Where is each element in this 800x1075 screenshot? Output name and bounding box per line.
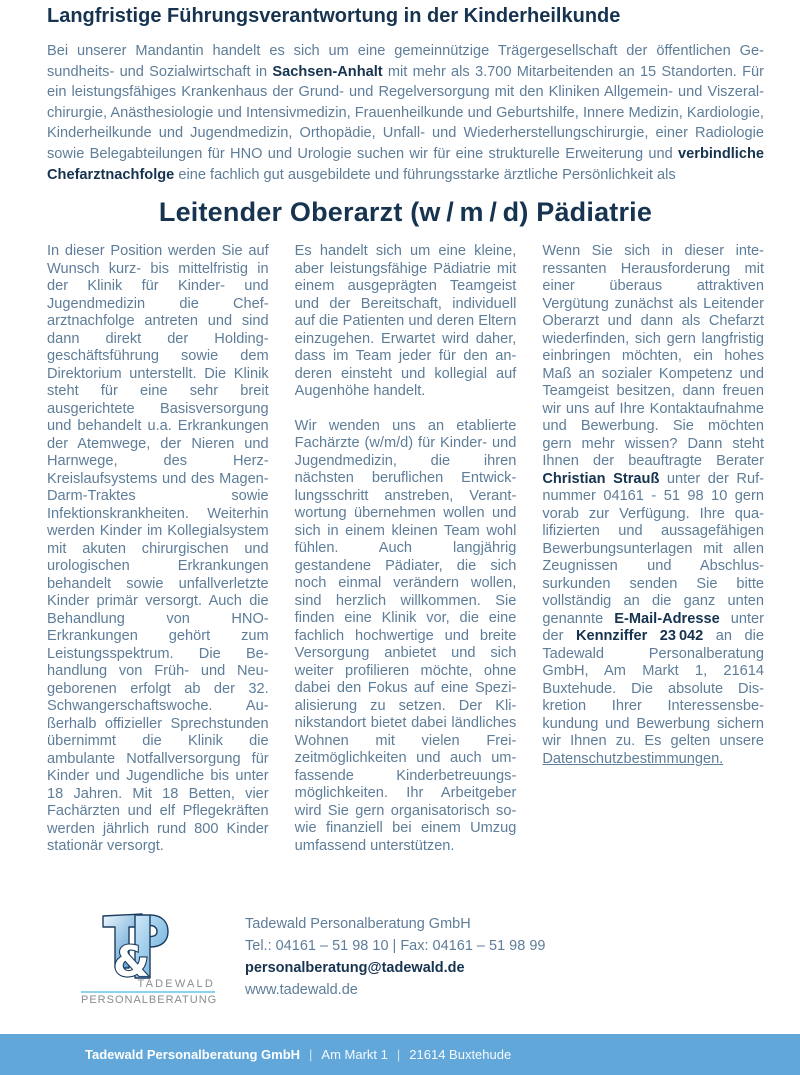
column-1 xyxy=(47,243,269,856)
brand-contact-row xyxy=(0,908,800,1008)
column-3-paragraph xyxy=(542,243,764,768)
logo-rule xyxy=(81,991,215,993)
column-2-paragraph-1 xyxy=(295,243,517,401)
text-run: unter der xyxy=(542,610,765,645)
text-run: Wir wenden uns an etablierte Fachärzte (w/m/d) für Kinder- und Jugendmedizin, die ihren nächsten beruflichen Entwicklungsschritt anstreben, Verantwortung übernehmen wollen und sich in einem kleinen Team wohl fühlen. Auch langjährig gestandene Pädiater, die sich noch einmal verändern wollen, sind herzlich willkommen. Sie finden eine Klinik vor, die eine fachlich hochwertige und breite Versorgung anbietet und sich weiter profilieren möchte, ohne dabei den Fokus auf eine Spezialisierung zu setzen. Der Klinikstandort bietet dabei ländliches Wohnen mit vielen Freizeitmöglichkeiten und auch umfassende Kinderbetreuungsmöglichkeiten. Ihr Arbeitgeber wird Sie gern organisatorisch sowie finanziell bei einem Umzug umfassend unterstützen. xyxy=(294,417,517,854)
contact-company: Tadewald Personalberatung GmbH xyxy=(245,916,471,932)
text-run: Bei unserer Mandantin handelt es sich um eine gemeinnützige Trägergesellschaft der öffentlichen Gesundheits- und Sozialwirtschaft in xyxy=(47,43,764,80)
emphasis-run: Christian Strauß xyxy=(542,470,660,487)
job-title: Leitender Oberarzt (w / m / d) Pädiatrie xyxy=(158,197,653,228)
text-run: eine fachlich gut ausgebildete und führungsstarke ärztliche Persönlichkeit als xyxy=(174,166,676,183)
tp-monogram-icon xyxy=(77,912,195,982)
footer-bar xyxy=(0,1034,800,1075)
email-link[interactable]: personalberatung@tadewald.de xyxy=(245,960,465,976)
footer-company: Tadewald Personalberatung GmbH xyxy=(85,1047,301,1062)
text-run: Wenn Sie sich in dieser interessanten Herausforderung mit einer überaus attraktiven Vergütung zunächst als Leitender Oberarzt und dann als Chefarzt wiederfinden, sich gern langfristig einbringen möchten, ein hohes Maß an sozialer Kompetenz und Teamgeist besitzen, dann freuen wir uns auf Ihre Kontaktaufnahme und Bewerbung. Sie möchten gern mehr wissen? Dann steht Ihnen der beauftragte Berater xyxy=(542,243,765,470)
text-run: unter der Rufnummer 04161 - 51 98 10 gern vorab zur Verfügung. Ihre qualifizierten und aussagefähigen Bewerbungsunterlagen mit allen Zeugnissen und Abschlussurkunden senden Sie bitte vollständig an die ganz unten genannte xyxy=(542,470,765,627)
column-2 xyxy=(295,243,517,856)
text-run: Es handelt sich um eine kleine, aber leistungsfähige Pädiatrie mit einem ausgeprägten Teamgeist und der Bereitschaft, individuell auf die Patienten und deren Eltern einzugehen. Erwartet wird daher, dass im Team jeder für den anderen einsteht und kollegial auf Augenhöhe handelt. xyxy=(294,243,517,400)
logo-name-tadewald: TADEWALD xyxy=(137,978,215,990)
three-column-body xyxy=(47,243,764,856)
logo-ampersand: & xyxy=(113,937,150,982)
logo-wordmark xyxy=(81,978,218,1006)
website-link[interactable]: www.tadewald.de xyxy=(245,982,358,998)
logo-name-personalberatung: PERSONALBERATUNG xyxy=(81,994,218,1006)
contact-phone-fax: Tel.: 04161 – 51 98 10 | Fax: 04161 – 51 98 99 xyxy=(245,938,546,954)
column-2-paragraph-2 xyxy=(295,418,517,856)
page-heading: Langfristige Führungsverantwortung in der Kinderheilkunde xyxy=(47,5,621,27)
emphasis-run: Kennziffer 23 042 xyxy=(575,628,704,645)
emphasis-run: E-Mail-Adresse xyxy=(614,610,720,627)
footer-separator: | xyxy=(396,1047,401,1062)
contact-block xyxy=(245,913,545,1001)
column-1-paragraph xyxy=(47,243,269,856)
emphasis-run: Sachsen-Anhalt xyxy=(272,63,383,80)
footer-street: Am Markt 1 xyxy=(321,1047,388,1062)
company-logo xyxy=(75,912,218,1007)
datenschutz-link[interactable]: Datenschutzbestimmungen. xyxy=(542,750,724,767)
footer-separator: | xyxy=(309,1047,313,1062)
text-run: an die Tadewald Personalberatung GmbH, Am Markt 1, 21614 Buxtehude. Die absolute Diskretion Ihrer Interessensbekundung und Bewerbung sichern wir Ihnen zu. Es gelten unsere xyxy=(542,628,765,750)
text-run: mit mehr als 3.700 Mitarbeitenden an 15 Standorten. Für ein leistungsfähiges Krankenhaus der Grund- und Regelversorgung mit den Kliniken Allgemein- und Viszeralchirurgie, Anästhesiologie und Intensivmedizin, Frauenheilkunde und Geburtshilfe, Innere Medizin, Kardiologie, Kinderheilkunde und Jugendmedizin, Orthopädie, Unfall- und Wiederherstellungschirurgie, einer Radiologie sowie Belegabteilungen für HNO und Urologie suchen wir für eine strukturelle Erweiterung und xyxy=(47,63,764,162)
column-3 xyxy=(542,243,764,856)
intro-paragraph xyxy=(47,41,764,185)
emphasis-run: verbindliche Chefarztnachfolge xyxy=(47,145,764,183)
text-run: In dieser Position werden Sie auf Wunsch kurz- bis mittelfristig in der Klinik für Kinder- und Jugendmedizin die Chefarztnachfolge antreten und sind dann direkt der Holdinggeschäftsführung sowie dem Direktorium unterstellt. Die Klinik steht für eine sehr breit ausgerichtete Basisversorgung und behandelt u.a. Erkrankungen der Atemwege, der Nieren und Harnwege, des Herz-Kreislaufsystems und des Magen-Darm-Traktes sowie Infektionskrankheiten. Weiterhin werden Kinder im Kollegialsystem mit akuten chirurgischen und urologischen Erkrankungen behandelt sowie unfallverletzte Kinder primär versorgt. Auch die Behandlung von HNO-Erkrankungen gehört zum Leistungsspektrum. Die Behandlung von Früh- und Neugeborenen erfolgt ab der 32. Schwangerschaftswoche. Außerhalb offizieller Sprechstunden übernimmt die Klinik die ambulante Notfallversorgung für Kinder und Jugendliche bis unter 18 Jahren. Mit 18 Betten, vier Fachärzten und elf Pflegekräften werden jährlich rund 800 Kinder stationär versorgt. xyxy=(47,243,269,855)
footer-city: 21614 Buxtehude xyxy=(409,1047,512,1062)
